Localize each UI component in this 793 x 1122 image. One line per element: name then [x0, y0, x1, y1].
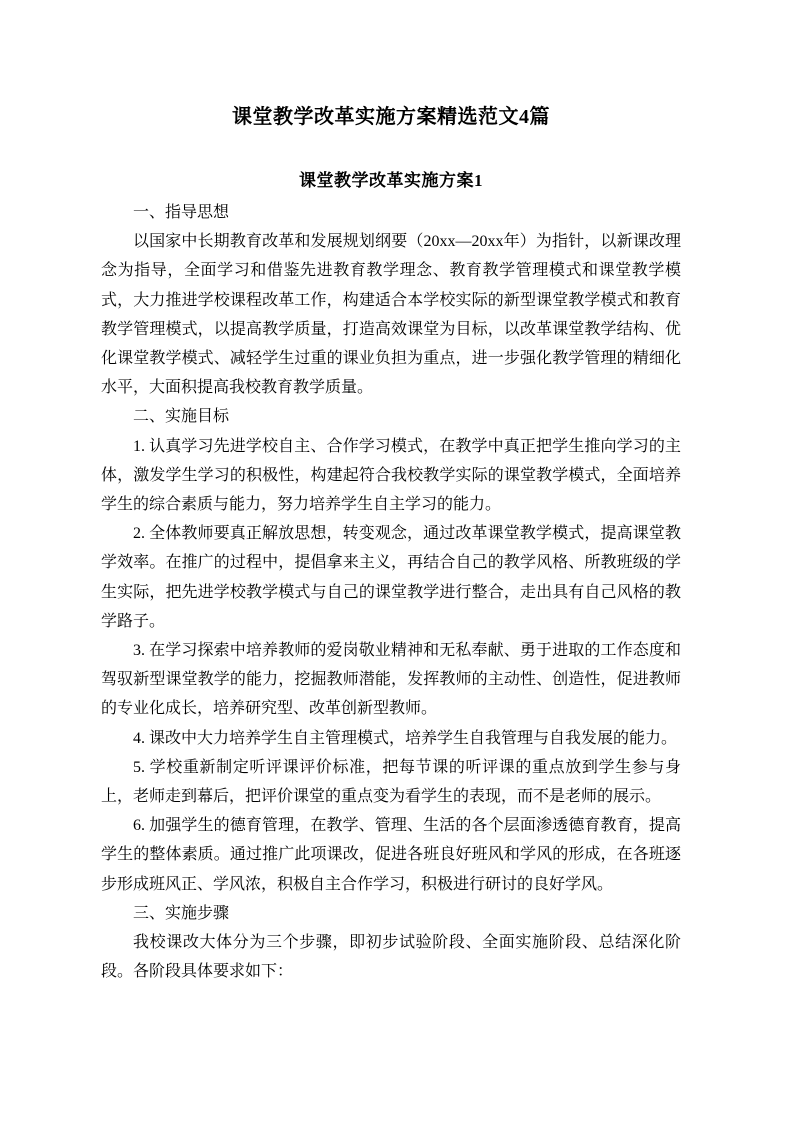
paragraph-goal-3: 3. 在学习探索中培养教师的爱岗敬业精神和无私奉献、勇于进取的工作态度和驾驭新型课堂教学的能力，挖掘教师潜能，发挥教师的主动性、创造性，促进教师的专业化成长，培养研究型、改革创新型教师。 — [101, 642, 681, 718]
document-subtitle: 课堂教学改革实施方案1 — [299, 171, 483, 190]
document-body — [101, 198, 681, 986]
paragraph-goal-2: 2. 全体教师要真正解放思想，转变观念，通过改革课堂教学模式，提高课堂教学效率。在推广的过程中，提倡拿来主义，再结合自己的教学风格、所教班级的学生实际，把先进学校教学模式与自己的课堂教学进行整合，走出具有自己风格的教学路子。 — [101, 525, 681, 630]
paragraph-steps-intro: 我校课改大体分为三个步骤，即初步试验阶段、全面实施阶段、总结深化阶段。各阶段具体要求如下： — [101, 934, 681, 981]
paragraph-goal-5: 5. 学校重新制定听评课评价标准，把每节课的听评课的重点放到学生参与身上，老师走到幕后，把评价课堂的重点变为看学生的表现，而不是老师的展示。 — [101, 758, 681, 806]
paragraph-goal-6: 6. 加强学生的德育管理，在教学、管理、生活的各个层面渗透德育教育，提高学生的整体素质。通过推广此项课改，促进各班良好班风和学风的形成，在各班逐步形成班风正、学风浓，积极自主合作学习，积极进行研讨的良好学风。 — [101, 817, 681, 893]
heading-implementation-steps: 三、实施步骤 — [133, 904, 230, 922]
paragraph-goal-4: 4. 课改中大力培养学生自主管理模式，培养学生自我管理与自我发展的能力。 — [133, 729, 678, 747]
paragraph-goal-1: 1. 认真学习先进学校自主、合作学习模式，在教学中真正把学生推向学习的主体，激发学生学习的积极性，构建起符合我校教学实际的课堂教学模式，全面培养学生的综合素质与能力，努力培养学生自主学习的能力。 — [101, 437, 681, 514]
heading-guiding-ideology: 一、指导思想 — [133, 204, 230, 221]
paragraph-guiding-ideology: 以国家中长期教育改革和发展规划纲要（20xx—20xx年）为指针，以新课改理念为指导，全面学习和借鉴先进教育教学理念、教育教学管理模式和课堂教学模式，大力推进学校课程改革工作，构建适合本学校实际的新型课堂教学模式和教育教学管理模式，以提高教学质量，打造高效课堂为目标，以改革课堂教学结构、优化课堂教学模式、减轻学生过重的课业负担为重点，进一步强化教学管理的精细化水平，大面积提高我校教育教学质量。 — [101, 233, 681, 397]
heading-implementation-goals: 二、实施目标 — [133, 408, 230, 426]
document-title: 课堂教学改革实施方案精选范文4篇 — [232, 106, 550, 128]
